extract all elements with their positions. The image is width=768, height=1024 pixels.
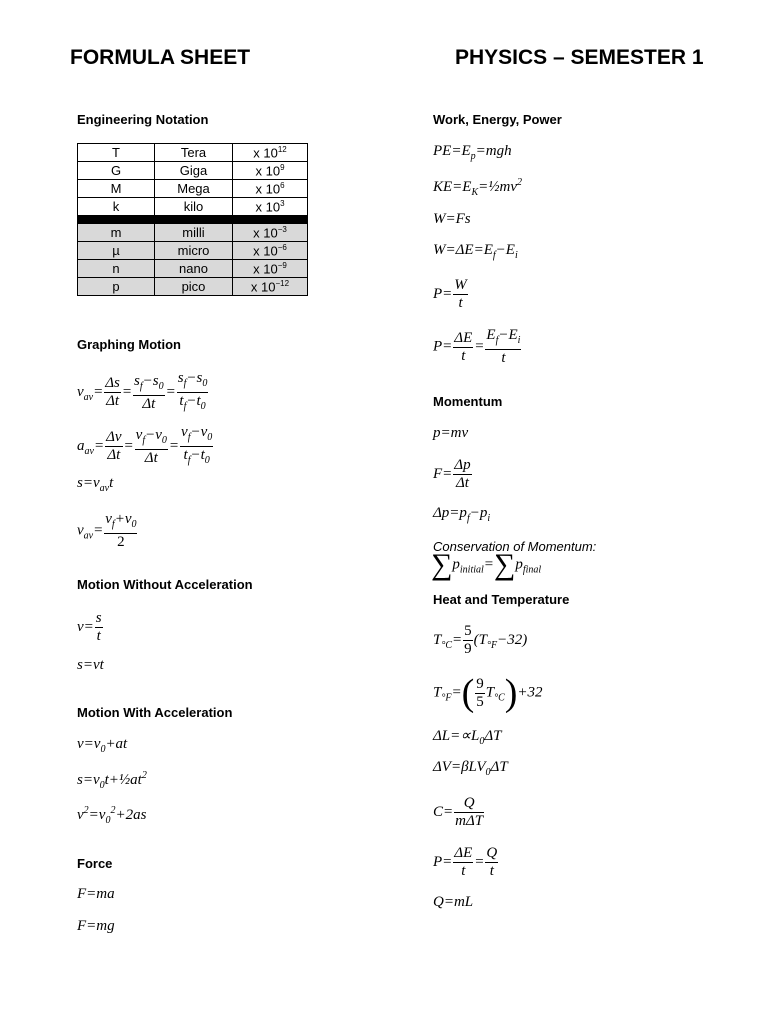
formula-momentum: p=mv: [433, 425, 469, 441]
prefix-symbol: M: [78, 180, 155, 198]
formula-distance-average-velocity: $s=v_{av}t$: [77, 475, 114, 494]
table-row: [78, 260, 308, 278]
prefix-name: micro: [155, 242, 233, 260]
table-row: [78, 144, 308, 162]
prefix-symbol: p: [78, 278, 155, 296]
formula-heat-capacity: C= Q mΔT: [433, 795, 484, 829]
prefix-multiplier: x $10^{-9}$: [233, 260, 308, 278]
formula-linear-expansion: $\Delta L=\propto L_0\Delta T$: [433, 728, 502, 747]
formula-conservation-momentum: $\sum p_{initial}=\sum p_{final}$: [431, 548, 542, 581]
engineering-notation-table: [77, 143, 308, 296]
formula-work-energy: $W=\Delta E=E_f-E_i$: [433, 242, 518, 261]
prefix-name: nano: [155, 260, 233, 278]
formula-force: F=ma: [77, 886, 115, 902]
prefix-symbol: k: [78, 198, 155, 216]
formula-average-acceleration: $a_{av}=$ $\frac{\Delta v}{\Delta t}$ = $\frac{v_f-v_0}{\Delta t}$ = $\frac{v_f-v_0}{t_f-t_0}$: [77, 424, 213, 466]
formula-average-velocity-mean: $v_{av}=$ $\frac{v_f+v_0}{2}$: [77, 511, 137, 550]
page-title: FORMULA SHEET: [70, 46, 251, 69]
prefix-symbol: m: [78, 224, 155, 242]
table-row: [78, 242, 308, 260]
prefix-name: Tera: [155, 144, 233, 162]
prefix-name: Giga: [155, 162, 233, 180]
heading-momentum: Momentum: [433, 394, 503, 409]
prefix-name: pico: [155, 278, 233, 296]
table-row: [78, 180, 308, 198]
prefix-multiplier: x $10^6$: [233, 180, 308, 198]
prefix-multiplier: x $10^{-12}$: [233, 278, 308, 296]
heading-engineering-notation: Engineering Notation: [77, 112, 209, 127]
formula-average-velocity: $v_{av}=$ $\frac{\Delta s}{\Delta t}$ = $\frac{s_f-s_0}{\Delta t}$ = $\frac{s_f-s_0}{t_f-t_0}$: [77, 370, 208, 412]
formula-change-momentum: $\Delta p=p_f-p_i$: [433, 505, 491, 524]
conservation-caption: Conservation of Momentum:: [433, 539, 597, 554]
prefix-multiplier: x $10^{-3}$: [233, 224, 308, 242]
formula-final-velocity: $v=v_0+at$: [77, 736, 128, 755]
heading-motion-with-acceleration: Motion With Acceleration: [77, 705, 233, 720]
table-row: [78, 198, 308, 216]
table-row: [78, 224, 308, 242]
formula-work: W=Fs: [433, 211, 471, 227]
formula-latent-heat: Q=mL: [433, 894, 474, 910]
prefix-multiplier: x $10^9$: [233, 162, 308, 180]
formula-heat-power: P= $\frac{\Delta E}{t}$ = $\frac{Q}{t}$: [433, 845, 498, 879]
formula-displacement: $s=v_0t+\frac{1}{2}at^2$: [77, 770, 147, 791]
formula-impulse-force: F= $\frac{\Delta p}{\Delta t}$: [433, 457, 471, 491]
table-row: [78, 162, 308, 180]
table-separator: [78, 216, 308, 224]
formula-celsius: $T_{^\circ C}=$ $\frac{5}{9}$ $(T_{^\circ F}-32)$: [433, 623, 528, 657]
heading-heat-temperature: Heat and Temperature: [433, 592, 570, 607]
heading-force: Force: [77, 856, 113, 871]
formula-power: P= $\frac{W}{t}$: [433, 277, 467, 311]
prefix-symbol: G: [78, 162, 155, 180]
heading-motion-without-acceleration: Motion Without Acceleration: [77, 577, 253, 592]
heading-work-energy-power: Work, Energy, Power: [433, 112, 562, 127]
formula-weight: F=mg: [77, 918, 115, 934]
prefix-multiplier: x $10^{-6}$: [233, 242, 308, 260]
formula-kinetic-energy: $KE=E_K=\frac{1}{2}mv^2$: [433, 177, 522, 198]
prefix-name: kilo: [155, 198, 233, 216]
prefix-symbol: µ: [78, 242, 155, 260]
prefix-symbol: T: [78, 144, 155, 162]
prefix-name: milli: [155, 224, 233, 242]
prefix-symbol: n: [78, 260, 155, 278]
page-subtitle: PHYSICS – SEMESTER 1: [455, 46, 704, 69]
formula-potential-energy: $PE=E_p=mgh$: [433, 143, 512, 162]
formula-volume-expansion: ΔV=βLV$_0$ΔT: [433, 759, 508, 778]
formula-fahrenheit: $T_{^\circ F}=$( $\frac{9}{5}$ $T_{^\circ C})+32$: [433, 672, 543, 714]
prefix-multiplier: x $10^{12}$: [233, 144, 308, 162]
formula-distance: s=vt: [77, 657, 104, 673]
heading-graphing-motion: Graphing Motion: [77, 337, 181, 352]
prefix-multiplier: x $10^3$: [233, 198, 308, 216]
formula-power-energy: P= $\frac{\Delta E}{t}$ = $\frac{E_f-E_i}{t}$: [433, 327, 521, 366]
table-row: [78, 278, 308, 296]
formula-velocity-squared: $v^2=v_0^2+2as$: [77, 805, 147, 826]
formula-velocity: v= $\frac{s}{t}$: [77, 610, 102, 644]
prefix-name: Mega: [155, 180, 233, 198]
